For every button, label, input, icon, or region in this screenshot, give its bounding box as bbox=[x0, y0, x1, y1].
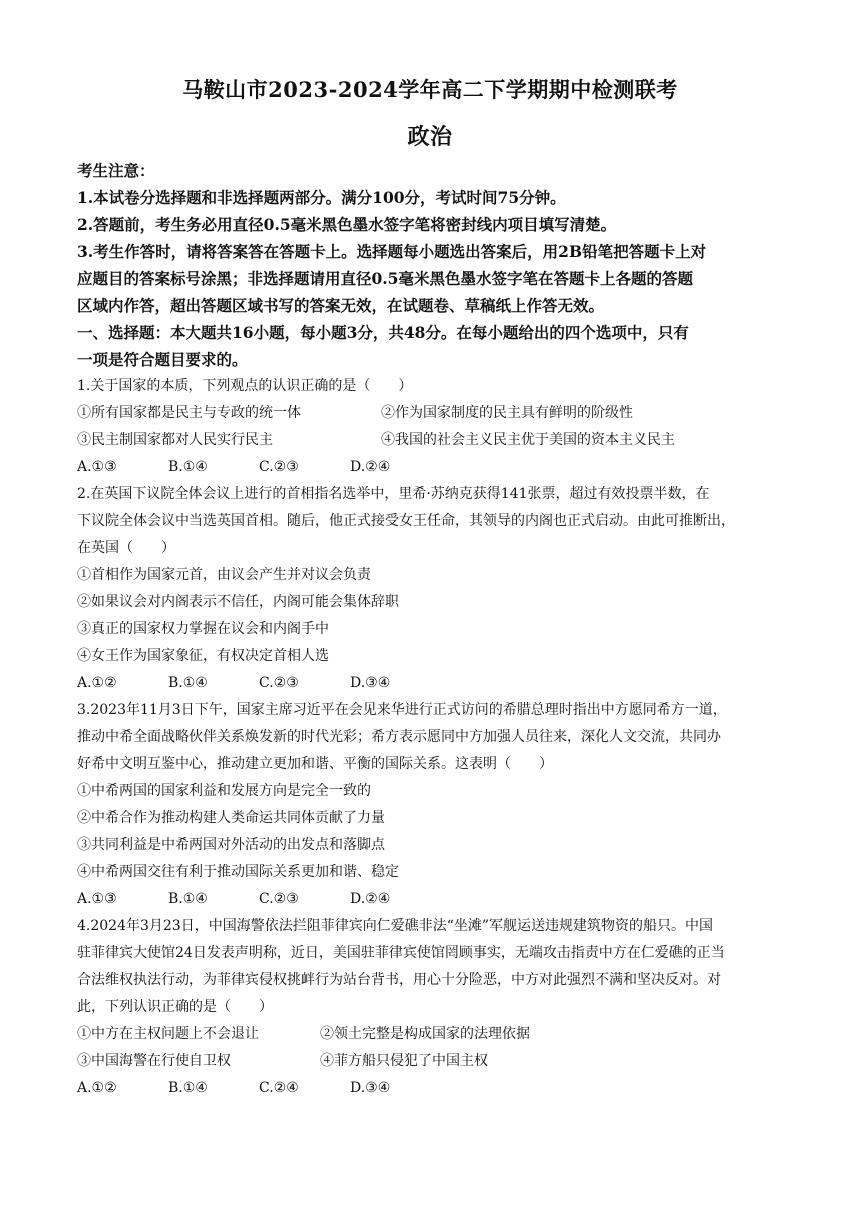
statement: ①首相作为国家元首，由议会产生并对议会负责 bbox=[77, 567, 371, 583]
section-heading: 一、选择题：本大题共16小题，每小题3分，共48分。在每小题给出的四个选项中，只有 bbox=[77, 323, 689, 342]
answer-option: B.①④ bbox=[168, 675, 208, 691]
notice-item: 3.考生作答时，请将答案答在答题卡上。选择题每小题选出答案后，用2B铅笔把答题卡上对 bbox=[77, 242, 707, 261]
question-stem: 好希中文明互鉴中心，推动建立更加和谐、平衡的国际关系。这表明（ ） bbox=[77, 756, 553, 772]
answer-option: A.①② bbox=[77, 1080, 117, 1096]
answer-option: A.①③ bbox=[77, 891, 117, 907]
statement: ②作为国家制度的民主具有鲜明的阶级性 bbox=[381, 405, 633, 421]
answer-option: C.②④ bbox=[259, 1080, 299, 1096]
statement: ④女王作为国家象征，有权决定首相人选 bbox=[77, 648, 329, 664]
question-stem: 1.关于国家的本质，下列观点的认识正确的是（ ） bbox=[77, 378, 413, 394]
section-heading: 一项是符合题目要求的。 bbox=[77, 350, 248, 369]
question-stem: 4.2024年3月23日，中国海警依法拦阻菲律宾向仁爱礁非法“坐滩”军舰运送违规建筑物资的船只。中国 bbox=[77, 918, 714, 934]
answer-option: B.①④ bbox=[168, 459, 208, 475]
statement: ②领土完整是构成国家的法理依据 bbox=[320, 1026, 530, 1042]
question-stem: 3.2023年11月3日下午，国家主席习近平在会见来华进行正式访问的希腊总理时指出中方愿同希方一道， bbox=[77, 702, 727, 718]
statement: ③真正的国家权力掌握在议会和内阁手中 bbox=[77, 621, 329, 637]
notice-heading: 考生注意： bbox=[77, 161, 155, 180]
statement: ②如果议会对内阁表示不信任，内阁可能会集体辞职 bbox=[77, 594, 399, 610]
statement: ①中希两国的国家利益和发展方向是完全一致的 bbox=[77, 783, 371, 799]
answer-option: A.①② bbox=[77, 675, 117, 691]
statement: ①中方在主权问题上不会退让 bbox=[77, 1026, 259, 1042]
answer-option: D.③④ bbox=[350, 675, 391, 691]
question-stem: 在英国（ ） bbox=[77, 540, 175, 556]
notice-item: 2.答题前，考生务必用直径0.5毫米黑色墨水签字笔将密封线内项目填写清楚。 bbox=[77, 215, 617, 234]
question-stem: 驻菲律宾大使馆24日发表声明称，近日，美国驻菲律宾使馆罔顾事实，无端攻击指责中方在仁爱礁的正当 bbox=[77, 945, 725, 961]
answer-option: C.②③ bbox=[259, 891, 299, 907]
answer-option: C.②③ bbox=[259, 459, 299, 475]
statement: ②中希合作为推动构建人类命运共同体贡献了力量 bbox=[77, 810, 385, 826]
question-stem: 合法维权执法行动，为菲律宾侵权挑衅行为站台背书，用心十分险恶，中方对此强烈不满和坚决反对。对 bbox=[77, 972, 721, 988]
subject-title: 政治 bbox=[407, 124, 453, 150]
statement: ③中国海警在行使自卫权 bbox=[77, 1053, 231, 1069]
answer-option: D.②④ bbox=[350, 891, 391, 907]
answer-option: D.②④ bbox=[350, 459, 391, 475]
statement: ③民主制国家都对人民实行民主 bbox=[77, 432, 273, 448]
answer-option: B.①④ bbox=[168, 1080, 208, 1096]
answer-option: B.①④ bbox=[168, 891, 208, 907]
exam-title: 马鞍山市2023-2024学年高二下学期期中检测联考 bbox=[182, 77, 678, 102]
answer-option: A.①③ bbox=[77, 459, 117, 475]
question-stem: 此，下列认识正确的是（ ） bbox=[77, 999, 273, 1015]
answer-option: C.②③ bbox=[259, 675, 299, 691]
statement: ④菲方船只侵犯了中国主权 bbox=[320, 1053, 488, 1069]
statement: ④我国的社会主义民主优于美国的资本主义民主 bbox=[381, 432, 675, 448]
statement: ③共同利益是中希两国对外活动的出发点和落脚点 bbox=[77, 837, 385, 853]
notice-item: 区域内作答，超出答题区域书写的答案无效，在试题卷、草稿纸上作答无效。 bbox=[77, 296, 605, 315]
question-stem: 推动中希全面战略伙伴关系焕发新的时代光彩；希方表示愿同中方加强人员往来，深化人文交流，共同办 bbox=[77, 729, 721, 745]
question-stem: 2.在英国下议院全体会议上进行的首相指名选举中，里希·苏纳克获得141张票，超过有效投票半数，在 bbox=[77, 486, 710, 502]
answer-option: D.③④ bbox=[350, 1080, 391, 1096]
question-stem: 下议院全体会议中当选英国首相。随后，他正式接受女王任命，其领导的内阁也正式启动。由此可推断出， bbox=[77, 513, 735, 529]
statement: ①所有国家都是民主与专政的统一体 bbox=[77, 405, 301, 421]
notice-item: 1.本试卷分选择题和非选择题两部分。满分100分，考试时间75分钟。 bbox=[77, 188, 566, 207]
notice-item: 应题目的答案标号涂黑；非选择题请用直径0.5毫米黑色墨水签字笔在答题卡上各题的答题 bbox=[77, 269, 693, 288]
statement: ④中希两国交往有利于推动国际关系更加和谐、稳定 bbox=[77, 864, 399, 880]
